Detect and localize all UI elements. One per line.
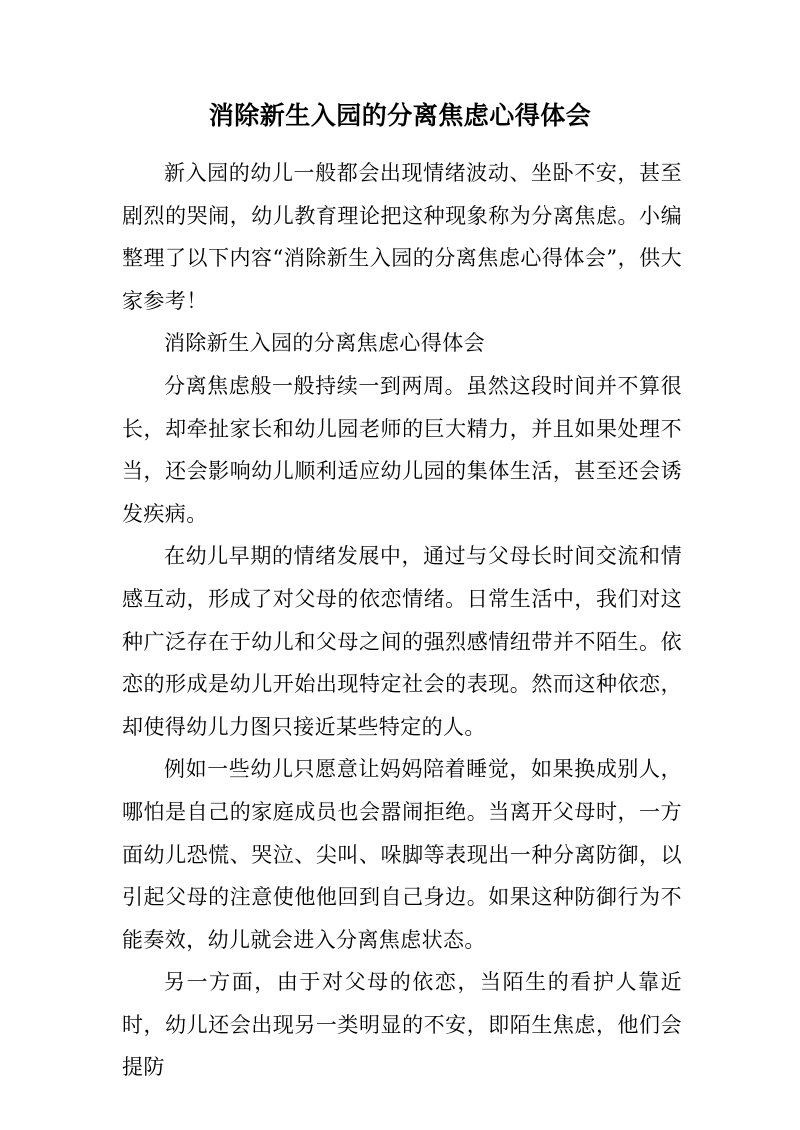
paragraph-duration: 分离焦虑般一般持续一到两周。虽然这段时间并不算很长，却牵扯家长和幼儿园老师的巨大精力，并且如果处理不当，还会影响幼儿顺利适应幼儿园的集体生活，甚至还会诱发疾病。 <box>122 373 682 526</box>
paragraph-attachment: 在幼儿早期的情绪发展中，通过与父母长时间交流和情感互动，形成了对父母的依恋情绪。日常生活中，我们对这种广泛存在于幼儿和父母之间的强烈感情纽带并不陌生。依恋的形成是幼儿开始出现特定社会的表现。然而这种依恋，却使得幼儿力图只接近某些特定的人。 <box>122 544 682 739</box>
document-title: 消除新生入园的分离焦虑心得体会 <box>208 101 592 130</box>
paragraph-subtitle: 消除新生入园的分离焦虑心得体会 <box>164 331 485 356</box>
paragraph-intro: 新入园的幼儿一般都会出现情绪波动、坐卧不安，甚至剧烈的哭闹，幼儿教育理论把这种现象称为分离焦虑。小编整理了以下内容“消除新生入园的分离焦虑心得体会”，供大家参考！ <box>122 161 682 313</box>
paragraph-stranger-anxiety: 另一方面，由于对父母的依恋，当陌生的看护人靠近时，幼儿还会出现另一类明显的不安，即陌生焦虑，他们会提防 <box>122 970 682 1080</box>
document-body <box>122 152 682 1089</box>
paragraph-example: 例如一些幼儿只愿意让妈妈陪着睡觉，如果换成别人，哪怕是自己的家庭成员也会嚣闹拒绝。当离开父母时，一方面幼儿恐慌、哭泣、尖叫、哚脚等表现出一种分离防御，以引起父母的注意使他他回到自己身边。如果这种防御行为不能奏效，幼儿就会进入分离焦虑状态。 <box>122 757 682 952</box>
